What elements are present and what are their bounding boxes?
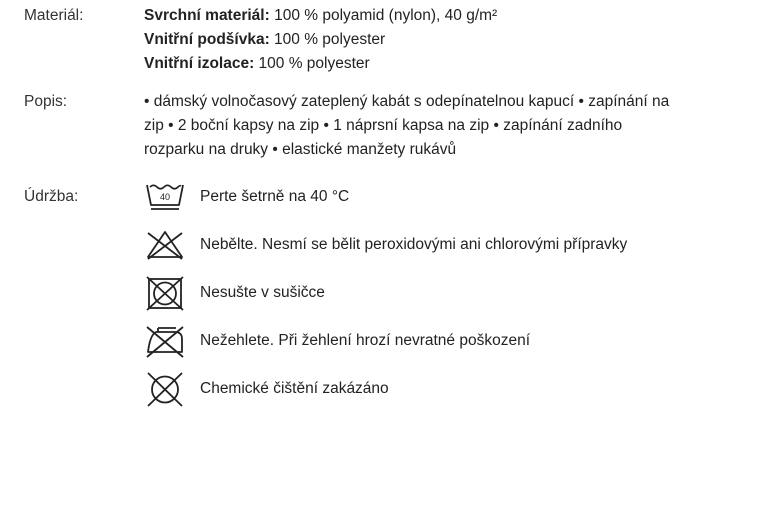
material-line-lining bbox=[144, 28, 704, 52]
material-value: 100 % polyamid (nylon), 40 g/m² bbox=[269, 7, 498, 24]
care-item-dry-clean bbox=[144, 369, 744, 409]
description-line: rozparku na druky • elastické manžety rukávů bbox=[144, 141, 457, 158]
material-line-insulation bbox=[144, 52, 704, 76]
wash-temperature: 40 bbox=[159, 192, 171, 202]
material-line-outer bbox=[144, 4, 704, 28]
description-text bbox=[144, 90, 704, 162]
material-key: Vnitřní podšívka: bbox=[144, 31, 270, 48]
care-text: Nebělte. Nesmí se bělit peroxidovými ani chlorovými přípravky bbox=[200, 236, 628, 253]
care-text: Chemické čištění zakázáno bbox=[200, 380, 389, 397]
care-item-wash bbox=[144, 177, 744, 217]
care-item-bleach bbox=[144, 225, 744, 265]
material-values bbox=[144, 4, 704, 76]
care-text: Nesušte v sušičce bbox=[200, 284, 325, 301]
description-line: zip • 2 boční kapsy na zip • 1 náprsní kapsa na zip • zapínání zadního bbox=[144, 117, 623, 134]
care-item-iron bbox=[144, 321, 744, 361]
material-value: 100 % polyester bbox=[269, 31, 386, 48]
no-tumble-dry-icon bbox=[144, 273, 186, 313]
description-label: Popis: bbox=[24, 93, 68, 110]
no-iron-icon bbox=[144, 321, 186, 361]
care-text: Perte šetrně na 40 °C bbox=[200, 188, 350, 205]
no-bleach-icon bbox=[144, 225, 186, 265]
no-dry-clean-icon bbox=[144, 369, 186, 409]
material-key: Vnitřní izolace: bbox=[144, 55, 255, 72]
care-item-dryer bbox=[144, 273, 744, 313]
material-label: Materiál: bbox=[24, 7, 84, 24]
care-text: Nežehlete. Při žehlení hrozí nevratné poškození bbox=[200, 332, 530, 349]
material-key: Svrchní materiál: bbox=[144, 7, 270, 24]
wash-40-gentle-icon bbox=[144, 177, 186, 217]
care-label: Údržba: bbox=[24, 188, 79, 205]
material-value: 100 % polyester bbox=[254, 55, 370, 72]
description-line: • dámský volnočasový zateplený kabát s odepínatelnou kapucí • zapínání na bbox=[144, 93, 670, 110]
